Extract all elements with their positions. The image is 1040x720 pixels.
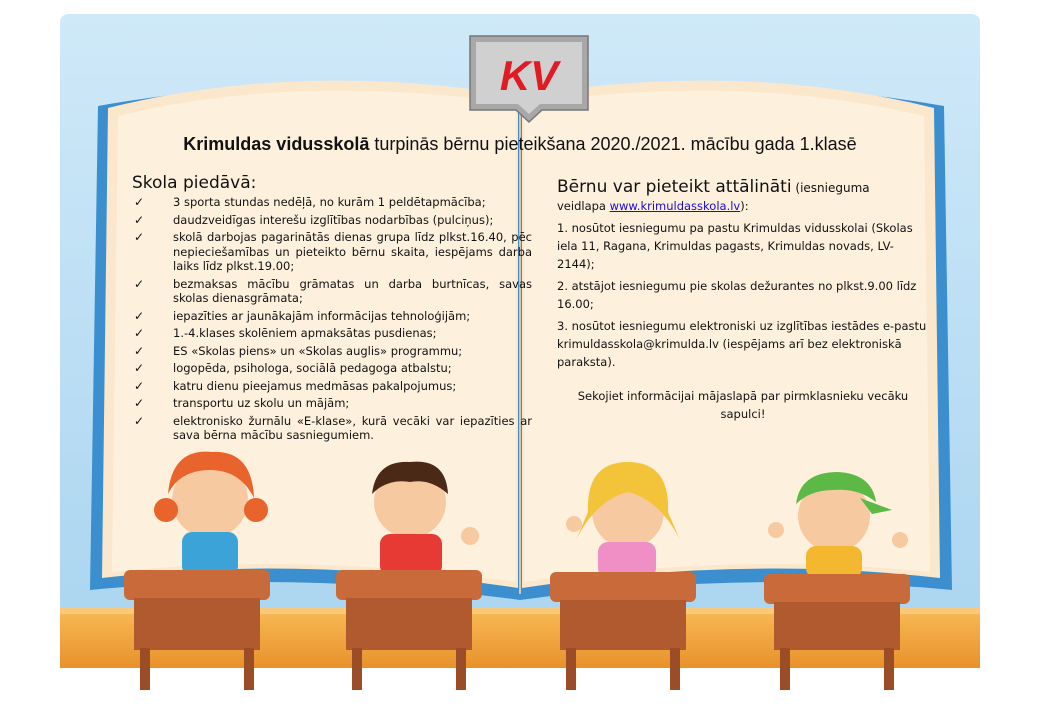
check-icon: ✓ — [134, 378, 145, 393]
desk-4 — [764, 574, 910, 690]
apply-section — [557, 177, 929, 427]
check-icon: ✓ — [134, 413, 145, 428]
list-item: ✓ katru dienu pieejamus medmāsas pakalpojumus; — [134, 378, 457, 393]
title-rest: turpinās bērnu pieteikšana 2020./2021. mācību gada 1.klasē — [369, 134, 857, 154]
check-icon: ✓ — [134, 276, 145, 291]
list-item: ✓ skolā darbojas pagarinātās dienas grupa līdz plkst.16.40, pēc nepieciešamības un pieteikto bērnu skaita, iespējams darba laiks līdz plkst.19.00; — [134, 230, 532, 273]
list-item: ✓ transportu uz skolu un mājām; — [134, 396, 350, 410]
list-item: ✓ iepazīties ar jaunākajām informācijas tehnoloģijām; — [134, 308, 471, 323]
offer-list — [132, 195, 532, 443]
desk-3 — [550, 572, 696, 690]
option-post: 1. nosūtot iesniegumu pa pastu Krimuldas vidusskolai (Skolas iela 11, Ragana, Krimuldas pagasts, Krimuldas novads, LV-2144); — [557, 221, 913, 271]
offer-section — [132, 173, 532, 446]
check-icon: ✓ — [134, 396, 145, 410]
logo-text: KV — [499, 52, 559, 99]
check-icon: ✓ — [134, 308, 145, 323]
check-icon: ✓ — [134, 195, 145, 209]
title-school-name: Krimuldas vidusskolā — [183, 134, 370, 154]
desk-1 — [124, 570, 270, 690]
check-icon: ✓ — [134, 326, 145, 340]
list-item: ✓ 1.-4.klases skolēniem apmaksātas pusdienas; — [134, 326, 437, 340]
desk-2 — [336, 570, 482, 690]
school-logo — [470, 36, 588, 122]
page-title — [60, 134, 980, 155]
apply-heading-small: (iesnieguma — [791, 181, 870, 195]
apply-heading — [557, 177, 929, 197]
list-item: ✓ logopēda, psihologa, sociālā pedagoga atbalstu; — [134, 361, 452, 375]
check-icon: ✓ — [134, 212, 145, 227]
school-website-link[interactable]: www.krimuldasskola.lv — [609, 199, 741, 213]
list-item: ✓ ES «Skolas piens» un «Skolas auglis» programmu; — [134, 343, 463, 358]
form-link-line: veidlapa www.krimuldasskola.lv): — [557, 199, 749, 213]
apply-heading-main: Bērnu var pieteikt attālināti — [557, 177, 792, 197]
list-item: ✓ daudzveidīgas interešu izglītības nodarbības (pulciņus); — [134, 212, 494, 227]
check-icon: ✓ — [134, 230, 145, 244]
option-in-person: 2. atstājot iesniegumu pie skolas dežurantes no plkst.9.00 līdz 16.00; — [557, 279, 917, 311]
list-item: ✓ bezmaksas mācību grāmatas un darba burtnīcas, savas skolas dienasgrāmata; — [134, 276, 532, 305]
check-icon: ✓ — [134, 361, 145, 375]
offer-heading: Skola piedāvā: — [132, 173, 257, 193]
list-item: ✓ elektronisko žurnālu «E-klase», kurā vecāki var iepazīties ar sava bērna mācību sasniegumiem. — [134, 413, 532, 442]
option-email: 3. nosūtot iesniegumu elektroniski uz izglītības iestādes e-pastu krimuldasskola@krimulda.lv (iespējams arī bez elektroniskā paraksta). — [557, 319, 927, 369]
check-icon: ✓ — [134, 343, 145, 358]
meeting-note: Sekojiet informācijai mājaslapā par pirmklasnieku vecāku sapulci! — [577, 389, 909, 421]
list-item: ✓ 3 sporta stundas nedēļā, no kurām 1 peldētapmācība; — [134, 195, 486, 209]
